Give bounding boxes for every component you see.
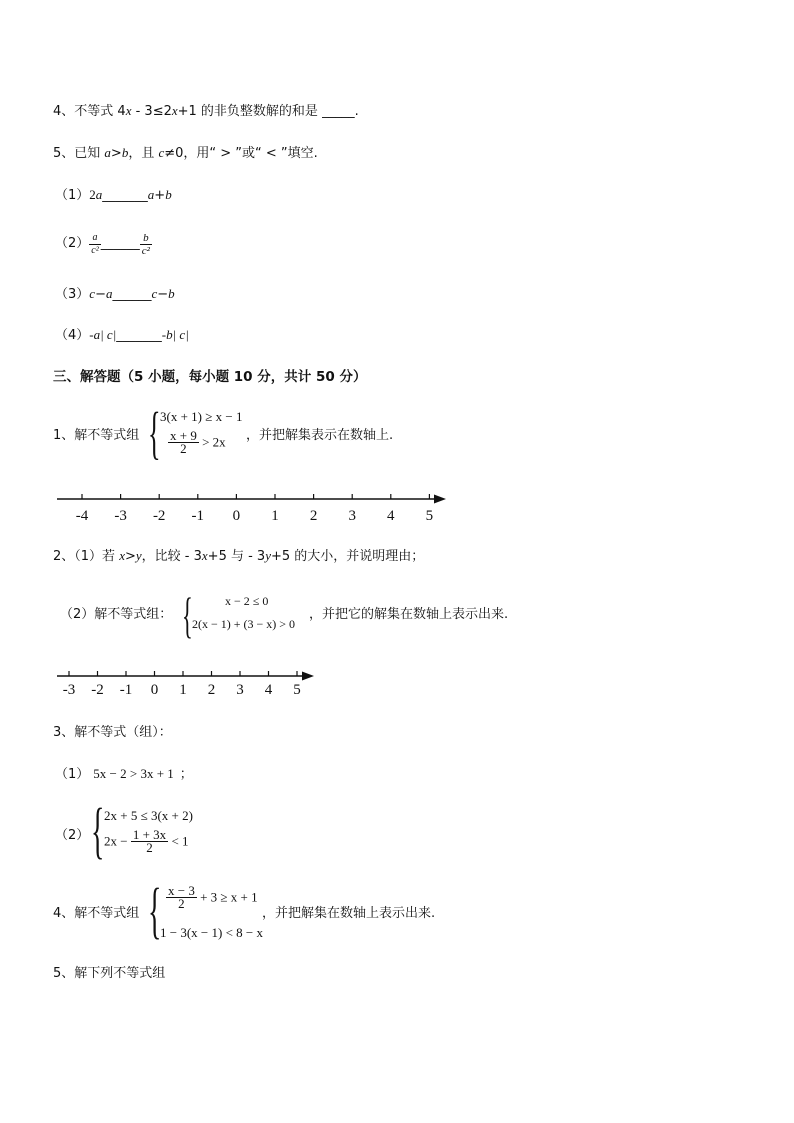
answer-blank: _______ [102, 188, 148, 203]
axis-tick-label: -1 [119, 682, 133, 698]
s3-eq1: 2x + 5 ≤ 3(x + 2) [104, 808, 193, 823]
s3-eq2: 2x − $\frac{1 + 3x}{2}$ < 1 [104, 827, 189, 855]
answer-blank: ______ [112, 287, 152, 302]
s4-eq2: 1 − 3(x − 1) < 8 − x [160, 925, 263, 940]
axis-tick-label: 0 [150, 682, 159, 698]
q5-part-2: （2） $\frac{a}{\text{c²}}$ ______ $\frac{b}{\text{c²}}$ [55, 231, 150, 257]
s1-eq2: $\frac{x + 9}{2}$ > 2x [170, 428, 226, 456]
axis-tick-label: -2 [152, 508, 166, 524]
section-heading: 三、解答题（5 小题，每小题 10 分，共计 50 分） [53, 369, 367, 385]
s4-eq1: $\frac{x - 3}{2}$ + 3 ≥ x + 1 [168, 883, 258, 911]
axis-tick-label: -2 [91, 682, 104, 698]
left-brace: { [148, 400, 161, 465]
axis-tick-label: 2 [207, 682, 216, 698]
q5-part-1: （1）2a_______a+b [55, 187, 172, 203]
axis-tick-label: 2 [309, 508, 318, 524]
axis-tick-label: -3 [62, 682, 76, 698]
answer-blank: _____ [322, 104, 355, 119]
s3-part-1: （1） 5x − 2 > 3x + 1 ； [55, 766, 193, 782]
axis-tick-label: 1 [179, 682, 187, 698]
s2-eq1: x − 2 ≤ 0 [225, 594, 269, 608]
q5-part-3: （3）c−a______c−b [55, 286, 175, 302]
axis-tick-label: -1 [191, 508, 205, 524]
axis-tick-label: 0 [232, 508, 241, 524]
answer-blank: ______ [100, 236, 140, 251]
question-4: 4、不等式 4x - 3≤2x+1 的非负整数解的和是 _____. [53, 103, 359, 119]
axis-tick-label: -3 [114, 508, 127, 524]
left-brace: { [182, 587, 193, 643]
axis-tick-label: 1 [271, 508, 279, 524]
axis-tick-label: 3 [348, 508, 356, 524]
axis-tick-label: -4 [75, 508, 89, 524]
left-brace: { [91, 797, 105, 865]
solve-question-2-part-1: 2、（1）若 x>y，比较 - 3x+5 与 - 3y+5 的大小，并说明理由； [53, 548, 425, 564]
s2-eq2: 2(x − 1) + (3 − x) > 0 [192, 617, 296, 631]
solve-question-3: 3、解不等式（组）： [53, 725, 172, 740]
question-5: 5、已知 a>b，且 c≠0，用“ > ”或“ < ”填空. [53, 145, 318, 161]
axis-arrow [302, 672, 314, 681]
s1-eq1: 3(x + 1) ≥ x − 1 [160, 409, 243, 424]
answer-blank: _______ [116, 328, 162, 343]
axis-tick-label: 4 [387, 508, 395, 524]
solve-question-5: 5、解下列不等式组 [53, 966, 166, 981]
q5-part-4: （4）-a| c|_______-b| c| [55, 327, 189, 343]
axis-tick-label: 3 [236, 682, 244, 698]
left-brace: { [148, 877, 162, 945]
axis-tick-label: 5 [425, 508, 434, 524]
axis-tick-label: 4 [264, 682, 273, 698]
axis-tick-label: 5 [293, 682, 301, 698]
